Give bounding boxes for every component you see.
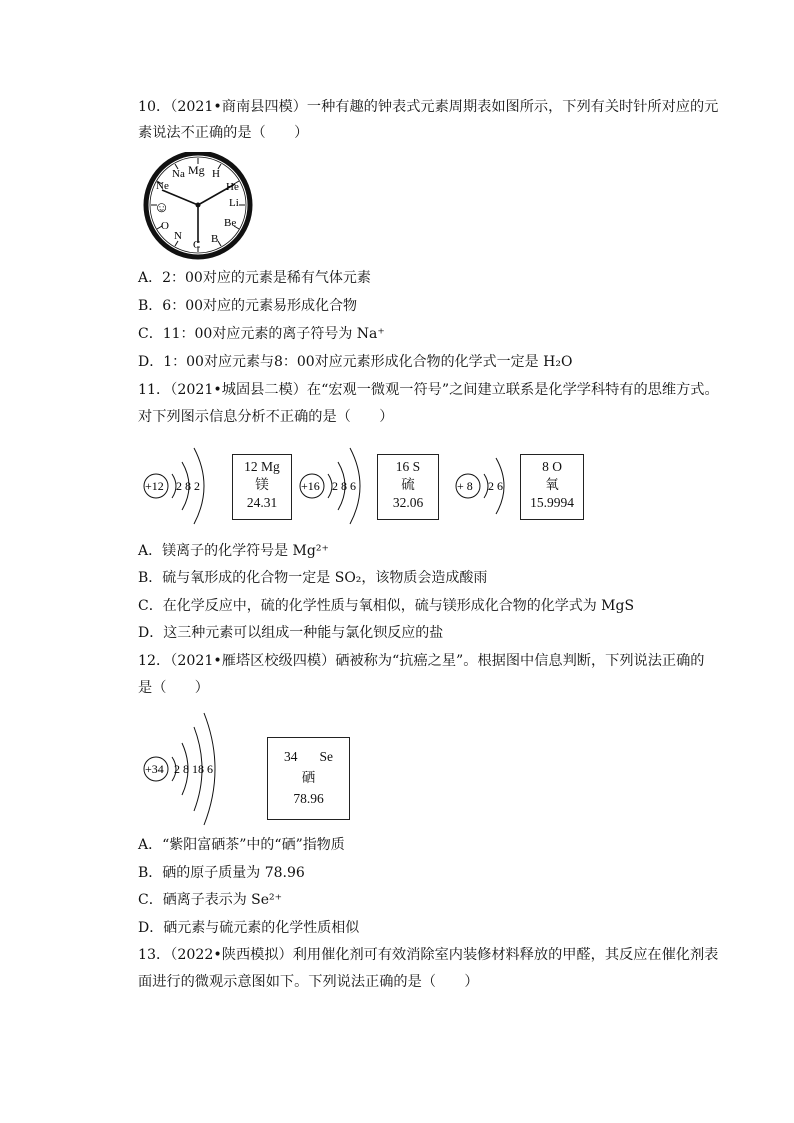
q11-o-element-cell [520, 454, 584, 520]
se-symbol: Se [319, 749, 333, 764]
q10-option-d[interactable]: D．1：00对应元素与8：00对应元素形成化合物的化学式一定是 H₂O [138, 354, 573, 370]
clock-label-mg: Mg [188, 163, 205, 177]
q11-option-a[interactable]: A．镁离子的化学符号是 Mg²⁺ [138, 543, 329, 559]
q11-stem-line2: 对下列图示信息分析不正确的是（ ） [138, 409, 394, 425]
s-number-symbol: 16 S [395, 459, 421, 474]
q11-o-atom-diagram [452, 446, 522, 534]
q11-s-atom-diagram [294, 438, 374, 542]
s-nucleus: +16 [301, 479, 320, 493]
q11-s-element-cell [377, 454, 439, 520]
q12-se-atom-diagram [138, 705, 238, 839]
q11-option-d[interactable]: D．这三种元素可以组成一种能与氯化钡反应的盐 [138, 625, 444, 641]
clock-label-b: B [211, 233, 219, 245]
q13-stem-line1: 13．（2022•陕西模拟）利用催化剂可有效消除室内装修材料释放的甲醛，其反应在催化剂表 [138, 947, 719, 963]
q10-option-a[interactable]: A．2：00对应的元素是稀有气体元素 [138, 270, 371, 286]
s-electrons: 2 8 6 [332, 479, 356, 493]
q10-clock-figure [140, 152, 260, 266]
clock-label-ne: Ne [156, 180, 169, 192]
smiley-icon: ☺ [154, 200, 170, 216]
o-mass: 15.9994 [530, 495, 574, 510]
clock-label-o: O [161, 220, 169, 232]
clock-label-n: N [174, 230, 182, 242]
o-number-symbol: 8 O [542, 459, 562, 474]
q10-stem-line2: 素说法不正确的是（ ） [138, 125, 309, 141]
q12-stem-line1: 12．（2021•雁塔区校级四模）硒被称为“抗癌之星”。根据图中信息判断，下列说法正确的 [138, 653, 705, 669]
q12-option-b[interactable]: B．硒的原子质量为 78.96 [138, 865, 305, 881]
mg-name: 镁 [255, 477, 269, 492]
q11-option-c[interactable]: C．在化学反应中，硫的化学性质与氧相似，硫与镁形成化合物的化学式为 MgS [138, 598, 635, 614]
se-number-symbol [268, 746, 349, 767]
se-number: 34 [284, 749, 298, 764]
q11-stem-line1: 11．（2021•城固县二模）在“宏观一微观一符号”之间建立联系是化学学科特有的思维方式。 [138, 382, 719, 398]
q10-option-c[interactable]: C．11：00对应元素的离子符号为 Na⁺ [138, 326, 385, 342]
clock-label-h: H [212, 168, 220, 180]
o-electrons: 2 6 [488, 479, 503, 493]
q12-option-c[interactable]: C．硒离子表示为 Se²⁺ [138, 892, 283, 908]
q10-stem-line1: 10．（2021•商南县四模）一种有趣的钟表式元素周期表如图所示，下列有关时针所对应的元 [138, 99, 719, 115]
se-mass: 78.96 [293, 791, 324, 806]
q13-stem-line2: 面进行的微观示意图如下。下列说法正确的是（ ） [138, 974, 479, 990]
clock-label-c: C [193, 239, 201, 251]
se-electrons: 2 8 18 6 [174, 762, 213, 776]
q11-option-b[interactable]: B．硫与氧形成的化合物一定是 SO₂，该物质会造成酸雨 [138, 570, 488, 586]
q10-option-b[interactable]: B．6：00对应的元素易形成化合物 [138, 298, 358, 314]
q12-se-element-cell [267, 737, 350, 820]
s-name: 硫 [401, 477, 415, 492]
s-mass: 32.06 [392, 495, 424, 510]
clock-label-na: Na [172, 168, 185, 180]
mg-number-symbol: 12 Mg [244, 459, 280, 474]
clock-label-li: Li [229, 197, 239, 209]
o-name: 氧 [545, 477, 559, 492]
se-nucleus: +34 [145, 762, 164, 776]
q11-mg-element-cell [232, 454, 292, 520]
q12-stem-line2: 是（ ） [138, 680, 209, 696]
o-nucleus: + 8 [457, 479, 473, 493]
q11-mg-atom-diagram [138, 438, 218, 542]
clock-label-be: Be [224, 217, 237, 229]
q12-option-a[interactable]: A．“紫阳富硒茶”中的“硒”指物质 [138, 837, 345, 853]
q12-option-d[interactable]: D．硒元素与硫元素的化学性质相似 [138, 920, 360, 936]
mg-nucleus: +12 [145, 479, 164, 493]
clock-label-he: He [226, 181, 239, 193]
mg-mass: 24.31 [246, 495, 278, 510]
mg-electrons: 2 8 2 [176, 479, 200, 493]
se-name: 硒 [301, 770, 316, 785]
